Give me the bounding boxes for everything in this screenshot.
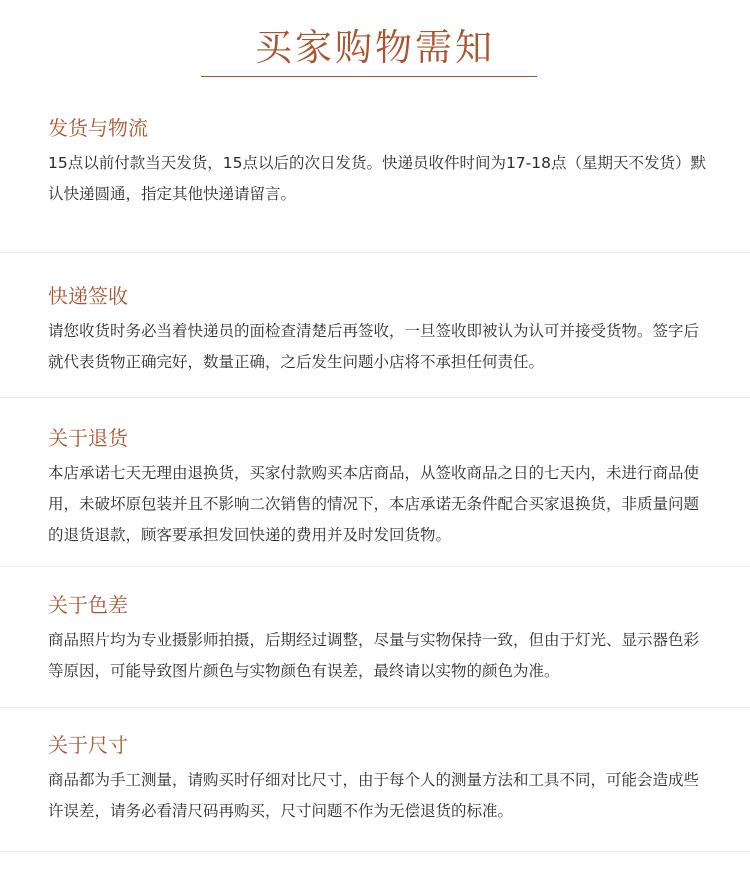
section-returns xyxy=(0,424,750,551)
section-body-delivery-signing: 请您收货时务必当着快递员的面检查清楚后再签收，一旦签收即被认为认可并接受货物。签字后就代表货物正确完好，数量正确，之后发生问题小店将不承担任何责任。 xyxy=(48,322,700,371)
section-heading-sizing: 关于尺寸 xyxy=(48,733,128,757)
section-color-difference xyxy=(0,591,750,687)
section-heading-shipping: 发货与物流 xyxy=(48,116,148,140)
section-divider xyxy=(0,566,750,567)
section-divider xyxy=(0,252,750,253)
section-body-shipping: 15点以前付款当天发货，15点以后的次日发货。快递员收件时间为17-18点（星期天不发货）默认快递圆通，指定其他快递请留言。 xyxy=(48,154,706,203)
section-shipping xyxy=(0,114,750,210)
section-body-returns: 本店承诺七天无理由退换货，买家付款购买本店商品，从签收商品之日的七天内，未进行商品使用，未破坏原包装并且不影响二次销售的情况下，本店承诺无条件配合买家退换货，非质量问题的退货退款，顾客要承担发回快递的费用并及时发回货物。 xyxy=(48,464,700,544)
section-heading-color-difference: 关于色差 xyxy=(48,593,128,617)
section-heading-returns: 关于退货 xyxy=(48,426,128,450)
section-divider xyxy=(0,707,750,708)
section-divider xyxy=(0,851,750,852)
title-underline xyxy=(201,76,537,77)
section-divider xyxy=(0,397,750,398)
section-body-sizing: 商品都为手工测量，请购买时仔细对比尺寸，由于每个人的测量方法和工具不同，可能会造成些许误差，请务必看清尺码再购买，尺寸问题不作为无偿退货的标准。 xyxy=(48,771,700,820)
section-body-color-difference: 商品照片均为专业摄影师拍摄，后期经过调整，尽量与实物保持一致，但由于灯光、显示器色彩等原因，可能导致图片颜色与实物颜色有误差，最终请以实物的颜色为准。 xyxy=(48,631,700,680)
section-sizing xyxy=(0,731,750,827)
page-title: 买家购物需知 xyxy=(255,26,495,69)
section-heading-delivery-signing: 快递签收 xyxy=(48,284,128,308)
section-delivery-signing xyxy=(0,282,750,378)
